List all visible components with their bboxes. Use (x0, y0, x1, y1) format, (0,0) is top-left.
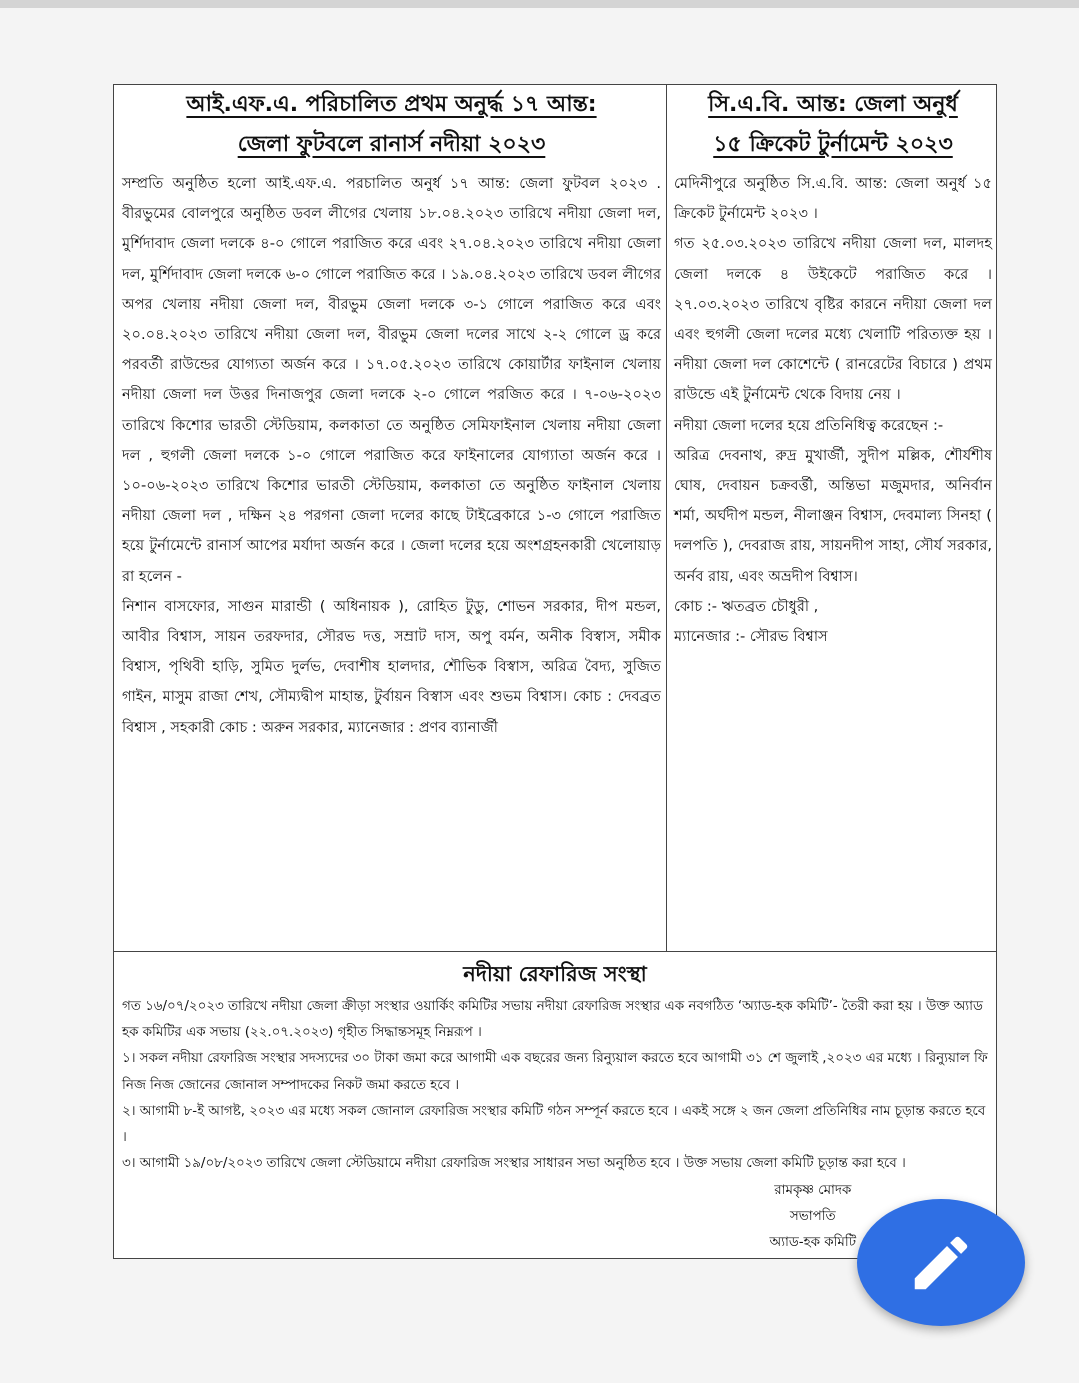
edit-fab-button[interactable] (857, 1199, 1025, 1326)
football-body (122, 169, 661, 743)
football-report-paragraph: সম্প্রতি অনুষ্ঠিত হলো আই.এফ.এ. পরচালিত অনুর্ধ ১৭ আন্ত: জেলা ফুটবল ২০২৩ . বীরভুমের বোলপুরে অনুষ্ঠিত ডবল লীগের খেলায় ১৮.০৪.২০২৩ তারিখে নদীয়া জেলা দল, মুর্শিদাবাদ জেলা দলকে ৪-০ গোলে পরাজিত করে এবং ২৭.০৪.২০২৩ তারিখে নদীয়া জেলা দল, মুর্শিদাবাদ জেলা দলকে ৬-০ গোলে পরাজিত করে । ১৯.০৪.২০২৩ তারিখে ডবল লীগের অপর খেলায় নদীয়া জেলা দল, বীরভুম জেলা দলকে ৩-১ গোলে পরাজিত করে এবং ২০.০৪.২০২৩ তারিখে নদীয়া জেলা দল, বীরভুম জেলা দলের সাথে ২-২ গোলে ড্র করে পরবর্তী রাউন্ডের যোগ্যতা অর্জন করে । ১৭.০৫.২০২৩ তারিখে কোয়ার্টার ফাইনাল খেলায় নদীয়া জেলা দল উত্তর দিনাজপুর জেলা দলকে ২-০ গোলে পরজিত করে । ৭-০৬-২০২৩ তারিখে কিশোর ভারতী স্টেডিয়াম, কলকাতা তে অনুষ্ঠিত সেমিফাইনাল খেলায় নদীয়া জেলা দল , হুগলী জেলা দলকে ১-০ গোলে পরাজিত করে ফাইনালের যোগ্যাতা অর্জন করে । ১০-০৬-২০২৩ তারিখে কিশোর ভারতী স্টেডিয়াম, কলকাতা তে অনুষ্ঠিত ফাইনাল খেলায় নদীয়া জেলা দল , দক্ষিন ২৪ পরগনা জেলা দলের কাছে টাইব্রেকারে ১-৩ গোলে পরাজিত হয়ে টুর্নামেন্টে রানার্স আপের মর্যাদা অর্জন করে । জেলা দলের হয়ে অংশগ্রহনকারী খেলোয়াড় রা হলেন - (122, 175, 661, 585)
pencil-edit-icon (906, 1228, 976, 1298)
referee-point-1: ১। সকল নদীয়া রেফারিজ সংস্থার সদস্যদের ৩০ টাকা জমা করে আগামী এক বছরের জন্য রিন্যুয়াল করতে হবে আগামী ৩১ শে জুলাই ,২০২৩ এর মধ্যে । রিন্যুয়াল ফি নিজ নিজ জোনের জোনাল সম্পাদকের নিকট জমা করতে হবে । (122, 1051, 988, 1093)
referee-notice-title: নদীয়া রেফারিজ সংস্থা (463, 962, 647, 986)
referee-notice (114, 951, 996, 1260)
cricket-coach: কোচ :- ঋতব্রত চৌধুরী , (674, 597, 819, 615)
cricket-represented-label: নদীয়া জেলা দলের হয়ে প্রতিনিধিত্ব করেছেন :- (674, 416, 944, 434)
cricket-headline-line1: সি.এ.বি. আন্ত: জেলা অনুর্ধ (708, 92, 958, 117)
cricket-headline (674, 85, 992, 165)
cricket-headline-line2: ১৫ ক্রিকেট টুর্নামেন্ট ২০২৩ (713, 132, 953, 157)
referee-point-3: ৩। আগামী ১৯/০৮/২০২৩ তারিখে জেলা স্টেডিয়ামে নদীয়া রেফারিজ সংস্থার সাধারন সভা অনুষ্ঠিত হবে । উক্ত সভায় জেলা কমিটি চূড়ান্ত করা হবে । (122, 1156, 906, 1172)
referee-point-2: ২। আগামী ৮-ই আগষ্ট, ২০২৩ এর মধ্যে সকল জোনাল রেফারিজ সংস্থার কমিটি গঠন সম্পূর্ন করতে হবে । একই সঙ্গে ২ জন জেলা প্রতিনিধির নাম চূড়ান্ত করতে হবে । (122, 1103, 986, 1146)
football-headline-line1: আই.এফ.এ. পরিচালিত প্রথম অনুর্দ্ধ ১৭ আন্ত: (186, 92, 597, 117)
referee-intro: গত ১৬/০৭/২০২৩ তারিখে নদীয়া জেলা ক্রীড়া সংস্থার ওয়ার্কিং কমিটির সভায় নদীয়া রেফারিজ সংস্থার এক নবগঠিত ‘অ্যাড-হক কমিটি’- তৈরী করা হয় । উক্ত অ্যাড হক কমিটির এক সভায় (২২.০৭.২০২৩) গৃহীত সিদ্ধান্তসমূহ নিম্নরূপ । (122, 999, 983, 1041)
top-scroll-bar (0, 0, 1079, 8)
cricket-results-paragraph: গত ২৫.০৩.২০২৩ তারিখে নদীয়া জেলা দল, মালদহ জেলা দলকে ৪ উইকেটে পরাজিত করে । ২৭.০৩.২০২৩ তারিখে বৃষ্টির কারনে নদীয়া জেলা দল এবং হুগলী জেলা দলের মধ্যে খেলাটি পরিত্যক্ত হয় । নদীয়া জেলা দল কোশেন্টে ( রানরেটের বিচারে ) প্রথম রাউন্ডে এই টুর্নামেন্ট থেকে বিদায় নেয় । (674, 235, 992, 404)
signatory-role: সভাপতি (789, 1209, 836, 1224)
signatory-committee: অ্যাড-হক কমিটি (769, 1235, 856, 1250)
football-players-paragraph: নিশান বাসফোর, সাগুন মারান্ডী ( অধিনায়ক ), রোহিত টুডু, শোভন সরকার, দীপ মন্ডল, আবীর বিশ্বাস, সায়ন তরফদার, সৌরভ দত্ত, সম্রাট দাস, অপু বর্মন, অনীক বিস্বাস, সমীক বিশ্বাস, পৃথিবী হাড়ি, সুমিত দুর্লভ, দেবাশীষ হালদার, শৌভিক বিস্বাস, অরিত্র বৈদ্য, সুজিত গাইন, মাসুম রাজা শেখ, সৌম্যদ্বীপ মাহান্ত, টুর্বায়ন বিস্বাস এবং শুভম বিশ্বাস। কোচ : দেবব্রত বিশ্বাস , সহকারী কোচ : অরুন সরকার, ম্যানেজার : প্রণব ব্যানার্জী (122, 597, 661, 736)
cricket-players-paragraph: অরিত্র দেবনাথ, রুদ্র মুখার্জী, সুদীপ মল্লিক, শৌর্যশীষ ঘোষ, দেবায়ন চক্রবর্ত্তী, অন্তিভা মজুমদার, অনির্বান শর্মা, অর্ঘদীপ মন্ডল, নীলাঞ্জন বিশ্বাস, দেবমাল্য সিনহা ( দলপতি ), দেবরাজ রায়, সায়নদীপ সাহা, সৌর্য সরকার, অর্নব রায়, এবং অভ্রদীপ বিশ্বাস। (674, 446, 992, 585)
signature-block (770, 1178, 856, 1256)
football-article (114, 85, 667, 951)
football-headline-line2: জেলা ফুটবলে রানার্স নদীয়া ২০২৩ (237, 132, 546, 157)
cricket-body (674, 169, 992, 652)
cricket-article (667, 85, 998, 951)
signatory-name: রামকৃষ্ণ মোদক (774, 1183, 852, 1198)
cricket-intro-paragraph: মেদিনীপুরে অনুষ্ঠিত সি.এ.বি. আন্ত: জেলা অনুর্ধ ১৫ ক্রিকেট টুর্নামেন্ট ২০২৩ । (674, 175, 992, 223)
football-headline (122, 85, 661, 165)
newsletter-page (113, 84, 997, 1259)
cricket-manager: ম্যানেজার :- সৌরভ বিশ্বাস (674, 628, 828, 646)
